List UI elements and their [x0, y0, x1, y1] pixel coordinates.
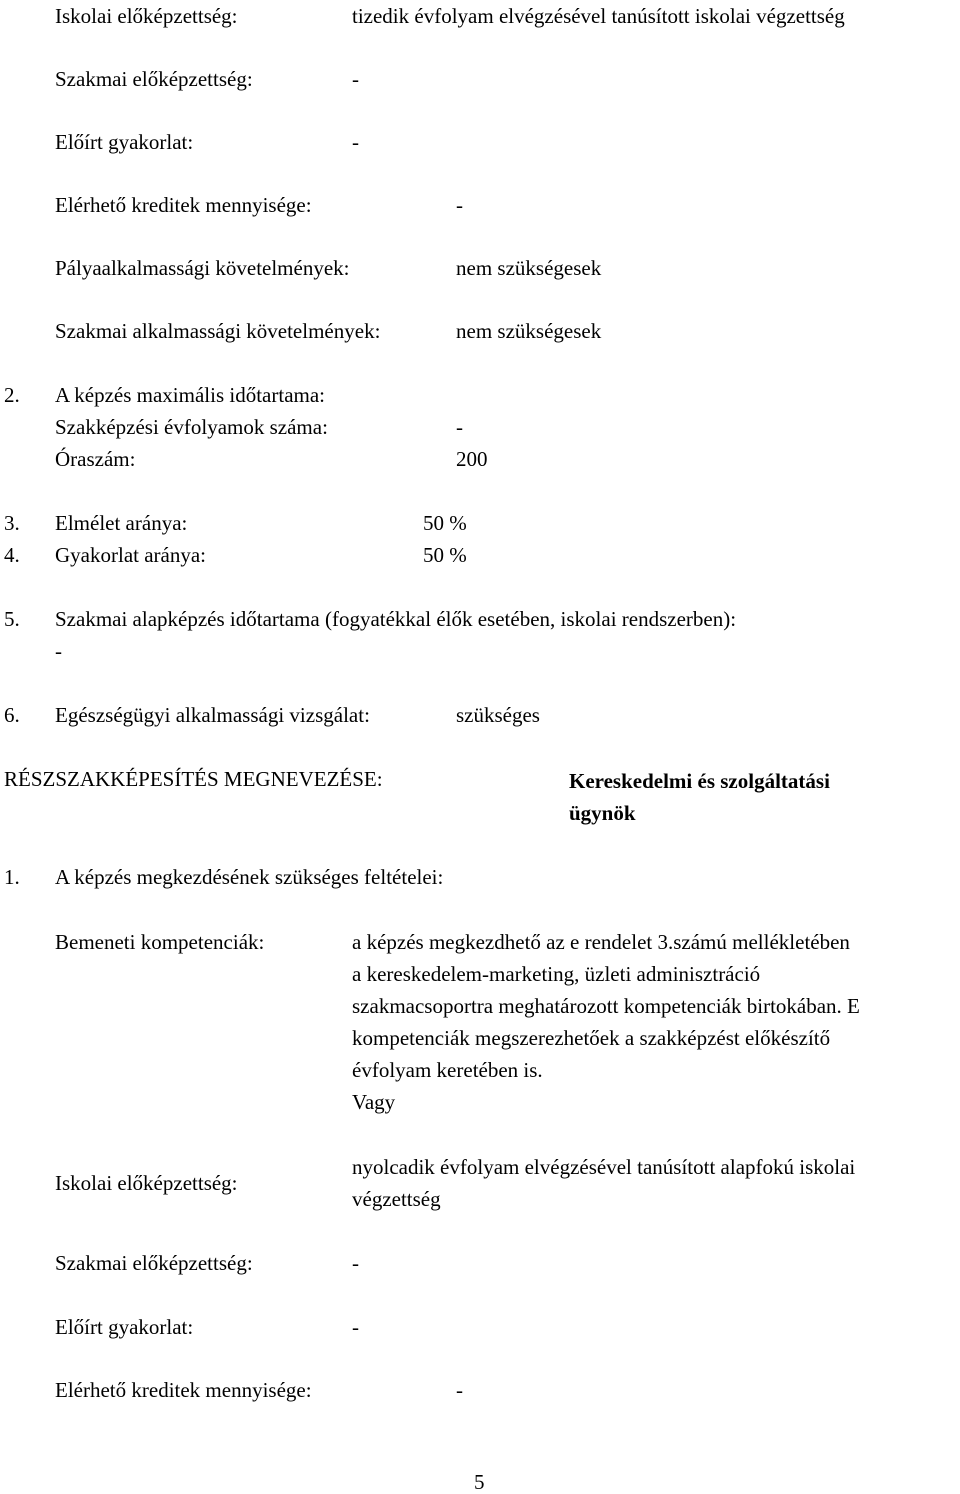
szakmai-elokepzettseg-b-value: -	[352, 1251, 359, 1275]
item-2-title: A képzés maximális időtartama:	[55, 383, 326, 407]
iskolai-elokepzettseg-b-label: Iskolai előképzettség:	[55, 1171, 238, 1195]
palyaalkalmassagi-label: Pályaalkalmassági követelmények:	[55, 256, 350, 280]
reszszakkepesites-heading: RÉSZSZAKKÉPESÍTÉS MEGNEVEZÉSE:	[4, 767, 383, 791]
iskolai-elokepzettseg-label: Iskolai előképzettség:	[55, 4, 238, 28]
item-3-number: 3.	[4, 511, 20, 535]
kreditek-value: -	[456, 193, 463, 217]
page-number: 5	[474, 1470, 485, 1494]
bemeneti-line: a kereskedelem-marketing, üzleti adminisztráció	[352, 962, 761, 986]
bemeneti-line: kompetenciák megszerezhetőek a szakképzést előkészítő	[352, 1026, 831, 1050]
evfolyamok-label: Szakképzési évfolyamok száma:	[55, 415, 328, 439]
eloirt-gyakorlat-b-value: -	[352, 1315, 359, 1339]
bemeneti-line: évfolyam keretében is.	[352, 1058, 543, 1082]
bemeneti-kompetenciak-label: Bemeneti kompetenciák:	[55, 930, 265, 954]
section-b-number: 1.	[4, 865, 20, 889]
item-2-number: 2.	[4, 383, 20, 407]
szakmai-elokepzettseg-value: -	[352, 67, 359, 91]
eloirt-gyakorlat-label: Előírt gyakorlat:	[55, 130, 194, 154]
szakmai-alkalmassagi-label: Szakmai alkalmassági követelmények:	[55, 319, 381, 343]
szakmai-alapkepzes-text: Szakmai alapképzés időtartama (fogyatékkal élők esetében, iskolai rendszerben):	[55, 607, 737, 631]
item-5-number: 5.	[4, 607, 20, 631]
oraszam-label: Óraszám:	[55, 447, 136, 471]
kreditek-label: Elérhető kreditek mennyisége:	[55, 193, 312, 217]
bemeneti-line: a képzés megkezdhető az e rendelet 3.számú mellékletében	[352, 930, 850, 954]
egeszsegugyi-label: Egészségügyi alkalmassági vizsgálat:	[55, 703, 370, 727]
szakkepesites-name-line1: Kereskedelmi és szolgáltatási	[569, 769, 830, 793]
gyakorlat-aranya-label: Gyakorlat aránya:	[55, 543, 207, 567]
iskolai-elokepzettseg-value: tizedik évfolyam elvégzésével tanúsított iskolai végzettség	[352, 4, 845, 28]
elmelet-aranya-value: 50 %	[423, 511, 467, 535]
iskolai-line: végzettség	[352, 1187, 441, 1211]
bemeneti-line: szakmacsoportra meghatározott kompetenciák birtokában. E	[352, 994, 860, 1018]
oraszam-value: 200	[456, 447, 488, 471]
bemeneti-kompetenciak-text	[352, 926, 960, 1118]
item-4-number: 4.	[4, 543, 20, 567]
egeszsegugyi-value: szükséges	[456, 703, 540, 727]
eloirt-gyakorlat-b-label: Előírt gyakorlat:	[55, 1315, 194, 1339]
szakmai-alkalmassagi-value: nem szükségesek	[456, 319, 602, 343]
palyaalkalmassagi-value: nem szükségesek	[456, 256, 602, 280]
item-6-number: 6.	[4, 703, 20, 727]
szakmai-elokepzettseg-label: Szakmai előképzettség:	[55, 67, 253, 91]
evfolyamok-value: -	[456, 415, 463, 439]
szakmai-alapkepzes-value: -	[55, 639, 62, 663]
kreditek-b-value: -	[456, 1378, 463, 1402]
gyakorlat-aranya-value: 50 %	[423, 543, 467, 567]
eloirt-gyakorlat-value: -	[352, 130, 359, 154]
szakmai-elokepzettseg-b-label: Szakmai előképzettség:	[55, 1251, 253, 1275]
iskolai-line: nyolcadik évfolyam elvégzésével tanúsított alapfokú iskolai	[352, 1155, 856, 1179]
elmelet-aranya-label: Elmélet aránya:	[55, 511, 188, 535]
section-b-title: A képzés megkezdésének szükséges feltételei:	[55, 865, 444, 889]
bemeneti-line: Vagy	[352, 1090, 396, 1114]
iskolai-elokepzettseg-b-text	[352, 1151, 960, 1215]
kreditek-b-label: Elérhető kreditek mennyisége:	[55, 1378, 312, 1402]
szakkepesites-name-line2: ügynök	[569, 801, 636, 825]
